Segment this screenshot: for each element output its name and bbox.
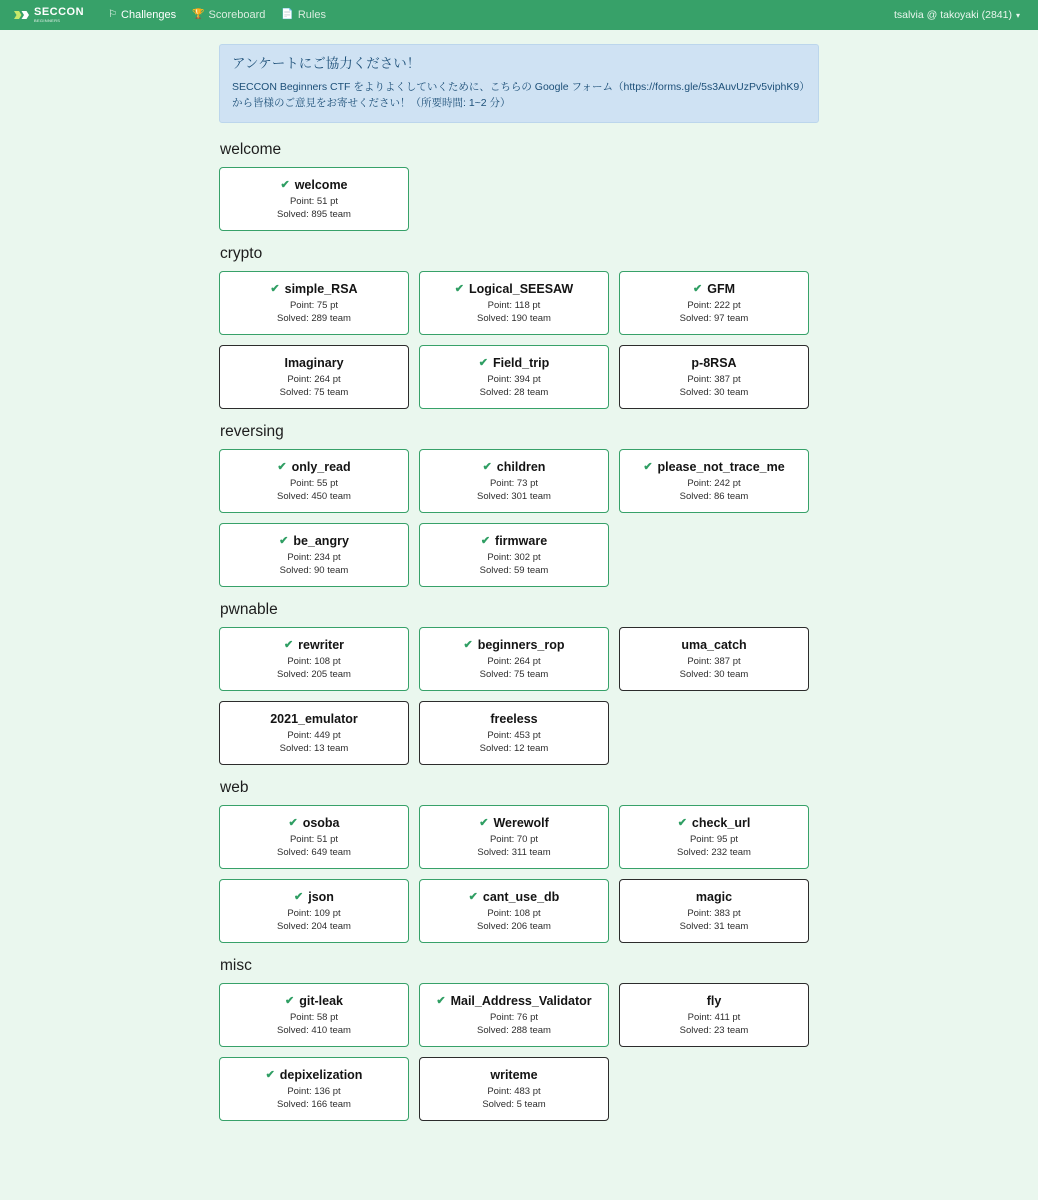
challenge-card[interactable] xyxy=(419,449,609,513)
challenge-name: simple_RSA xyxy=(284,281,358,296)
challenge-solved-count: Solved: 30 team xyxy=(679,387,749,399)
challenge-solved-count: Solved: 206 team xyxy=(477,921,551,933)
challenge-card[interactable] xyxy=(619,805,809,869)
challenge-solved-count: Solved: 190 team xyxy=(477,313,551,325)
challenge-solved-count: Solved: 232 team xyxy=(677,847,751,859)
challenge-card[interactable] xyxy=(219,523,409,587)
challenge-solved-count: Solved: 97 team xyxy=(679,313,749,325)
challenge-name: 2021_emulator xyxy=(270,711,358,726)
challenge-points: Point: 118 pt xyxy=(487,299,541,311)
challenge-name: uma_catch xyxy=(681,637,747,652)
challenge-title xyxy=(270,712,358,727)
user-menu[interactable] xyxy=(894,9,1024,21)
challenge-name: Werewolf xyxy=(493,815,549,830)
challenge-points: Point: 449 pt xyxy=(287,729,341,741)
challenge-card[interactable] xyxy=(219,449,409,513)
challenge-title xyxy=(284,356,343,371)
challenge-card[interactable] xyxy=(219,983,409,1047)
challenge-title xyxy=(479,816,549,831)
category-grid-misc xyxy=(219,983,819,1121)
challenge-name: fly xyxy=(706,993,722,1008)
survey-alert-title: アンケートにご協力ください！ xyxy=(232,56,421,71)
challenge-name: GFM xyxy=(707,281,735,296)
challenge-card[interactable] xyxy=(419,523,609,587)
challenge-solved-count: Solved: 12 team xyxy=(479,743,549,755)
challenge-title xyxy=(469,890,560,905)
check-icon: ✔ xyxy=(288,816,298,829)
challenge-card[interactable] xyxy=(419,701,609,765)
challenge-name: cant_use_db xyxy=(482,889,560,904)
check-icon: ✔ xyxy=(283,638,294,651)
category-grid-pwnable xyxy=(219,627,819,765)
challenge-card[interactable] xyxy=(419,879,609,943)
check-icon: ✔ xyxy=(463,638,473,651)
brand-title: SECCON xyxy=(34,6,85,18)
challenge-name: Mail_Address_Validator xyxy=(450,993,592,1008)
category-grid-crypto xyxy=(219,271,819,409)
challenge-card[interactable] xyxy=(619,449,809,513)
survey-form-link[interactable]: https://forms.gle/5s3AuvUzPv5viphK9 xyxy=(623,80,800,93)
challenge-name: check_url xyxy=(691,815,751,830)
challenge-title xyxy=(691,356,736,371)
challenge-points: Point: 242 pt xyxy=(687,477,741,489)
challenge-card[interactable] xyxy=(219,271,409,335)
nav-link-rules[interactable] xyxy=(281,9,326,21)
challenge-solved-count: Solved: 23 team xyxy=(679,1025,749,1037)
challenge-title xyxy=(277,460,350,475)
category-title-web: web xyxy=(220,779,249,797)
challenge-title xyxy=(483,460,546,475)
flag-icon: ⚐ xyxy=(108,9,118,20)
challenge-title xyxy=(490,712,537,727)
challenge-points: Point: 108 pt xyxy=(287,655,341,667)
category-title-welcome: welcome xyxy=(220,141,282,159)
challenge-name: only_read xyxy=(291,459,351,474)
challenge-categories xyxy=(219,141,819,1121)
challenge-title xyxy=(696,890,732,905)
challenge-points: Point: 58 pt xyxy=(289,1011,339,1023)
challenge-solved-count: Solved: 90 team xyxy=(279,565,349,577)
challenge-card[interactable] xyxy=(219,345,409,409)
content-container xyxy=(219,30,819,1121)
challenge-solved-count: Solved: 166 team xyxy=(277,1099,351,1111)
seccon-logo-icon xyxy=(14,9,29,22)
challenge-points: Point: 264 pt xyxy=(487,655,541,667)
challenge-title xyxy=(436,994,591,1009)
challenge-title xyxy=(455,282,573,297)
challenge-card[interactable] xyxy=(619,627,809,691)
challenge-title xyxy=(678,816,751,831)
challenge-card[interactable] xyxy=(419,627,609,691)
nav-link-scoreboard[interactable] xyxy=(192,9,265,21)
challenge-points: Point: 483 pt xyxy=(487,1085,541,1097)
challenge-title xyxy=(463,638,564,653)
challenge-title xyxy=(707,994,722,1009)
challenge-solved-count: Solved: 86 team xyxy=(679,491,749,503)
survey-alert xyxy=(219,44,819,123)
check-icon: ✔ xyxy=(265,1068,275,1081)
category-title-misc: misc xyxy=(220,957,252,975)
check-icon: ✔ xyxy=(279,534,289,547)
check-icon: ✔ xyxy=(480,534,491,547)
category-grid-web xyxy=(219,805,819,943)
challenge-points: Point: 387 pt xyxy=(687,373,741,385)
challenge-title xyxy=(693,282,735,297)
challenge-solved-count: Solved: 31 team xyxy=(679,921,749,933)
document-icon: 📄 xyxy=(281,9,294,20)
challenge-solved-count: Solved: 288 team xyxy=(477,1025,551,1037)
challenge-points: Point: 234 pt xyxy=(287,551,341,563)
challenge-card[interactable] xyxy=(219,879,409,943)
challenge-name: freeless xyxy=(490,711,538,726)
challenge-points: Point: 76 pt xyxy=(489,1011,539,1023)
challenge-name: magic xyxy=(695,889,733,904)
challenge-title xyxy=(490,1068,537,1083)
challenge-card[interactable] xyxy=(419,1057,609,1121)
challenge-title xyxy=(643,460,784,475)
challenge-solved-count: Solved: 289 team xyxy=(277,313,351,325)
challenge-card[interactable] xyxy=(619,879,809,943)
top-navbar xyxy=(0,0,1038,30)
user-menu-label: tsalvia @ takoyaki (2841) xyxy=(893,9,1012,21)
challenge-card[interactable] xyxy=(619,271,809,335)
challenge-title xyxy=(479,356,549,371)
check-icon: ✔ xyxy=(277,460,287,473)
challenge-solved-count: Solved: 204 team xyxy=(277,921,351,933)
check-icon: ✔ xyxy=(482,460,492,473)
challenge-points: Point: 394 pt xyxy=(487,373,541,385)
challenge-name: Logical_SEESAW xyxy=(469,281,574,296)
challenge-name: welcome xyxy=(294,177,348,192)
challenge-name: writeme xyxy=(490,1067,538,1082)
survey-alert-text-2: ）から皆様のご意見をお寄せください！（所要時間: 1~2 分） xyxy=(232,80,805,109)
challenge-solved-count: Solved: 649 team xyxy=(277,847,351,859)
challenge-solved-count: Solved: 410 team xyxy=(277,1025,351,1037)
check-icon: ✔ xyxy=(294,890,304,903)
challenge-card[interactable] xyxy=(419,345,609,409)
category-title-reversing: reversing xyxy=(220,423,284,441)
nav-link-scoreboard-label: Scoreboard xyxy=(208,9,266,21)
challenge-title xyxy=(481,534,547,549)
chevron-down-icon: ▾ xyxy=(1015,10,1020,20)
challenge-solved-count: Solved: 895 team xyxy=(277,209,351,221)
challenge-name: Imaginary xyxy=(284,355,344,370)
challenge-points: Point: 222 pt xyxy=(687,299,741,311)
challenge-solved-count: Solved: 5 team xyxy=(482,1099,546,1111)
category-grid-welcome xyxy=(219,167,819,231)
check-icon: ✔ xyxy=(479,816,489,829)
challenge-title xyxy=(280,178,347,193)
challenge-points: Point: 95 pt xyxy=(689,833,739,845)
challenge-solved-count: Solved: 28 team xyxy=(479,387,549,399)
category-grid-reversing xyxy=(219,449,819,587)
page-body xyxy=(0,30,1038,1161)
challenge-name: Field_trip xyxy=(492,355,550,370)
challenge-name: json xyxy=(308,889,334,904)
challenge-name: depixelization xyxy=(279,1067,363,1082)
challenge-solved-count: Solved: 59 team xyxy=(479,565,549,577)
challenge-card[interactable] xyxy=(219,701,409,765)
challenge-points: Point: 136 pt xyxy=(287,1085,341,1097)
challenge-points: Point: 387 pt xyxy=(687,655,741,667)
challenge-solved-count: Solved: 13 team xyxy=(279,743,349,755)
survey-alert-body xyxy=(232,79,806,112)
challenge-points: Point: 55 pt xyxy=(289,477,339,489)
challenge-card[interactable] xyxy=(219,627,409,691)
challenge-card[interactable] xyxy=(619,983,809,1047)
challenge-solved-count: Solved: 301 team xyxy=(477,491,551,503)
challenge-points: Point: 108 pt xyxy=(487,907,541,919)
nav-link-challenges[interactable] xyxy=(108,9,176,21)
challenge-points: Point: 75 pt xyxy=(289,299,339,311)
challenge-card[interactable] xyxy=(219,167,409,231)
challenge-title xyxy=(279,534,349,549)
challenge-title xyxy=(284,638,344,653)
challenge-points: Point: 51 pt xyxy=(289,833,339,845)
challenge-points: Point: 264 pt xyxy=(287,373,341,385)
check-icon: ✔ xyxy=(677,816,687,829)
check-icon: ✔ xyxy=(436,994,446,1007)
category-title-pwnable: pwnable xyxy=(220,601,278,619)
challenge-title xyxy=(266,1068,363,1083)
brand-subtitle: BEGINNERS xyxy=(34,18,61,23)
challenge-points: Point: 453 pt xyxy=(487,729,541,741)
challenge-solved-count: Solved: 30 team xyxy=(679,669,749,681)
challenge-points: Point: 109 pt xyxy=(287,907,341,919)
check-icon: ✔ xyxy=(280,178,290,191)
challenge-name: p-8RSA xyxy=(691,355,737,370)
check-icon: ✔ xyxy=(693,282,703,295)
challenge-card[interactable] xyxy=(219,1057,409,1121)
survey-alert-text-1: SECCON Beginners CTF をよりよくしていくために、こちらの Google フォーム（ xyxy=(232,80,624,93)
challenge-title xyxy=(285,994,343,1009)
challenge-points: Point: 51 pt xyxy=(289,195,339,207)
nav-link-rules-label: Rules xyxy=(297,9,326,21)
challenge-name: be_angry xyxy=(293,533,349,548)
challenge-title xyxy=(294,890,334,905)
check-icon: ✔ xyxy=(285,994,295,1007)
category-title-crypto: crypto xyxy=(220,245,263,263)
check-icon: ✔ xyxy=(478,356,488,369)
trophy-icon: 🏆 xyxy=(192,9,205,20)
challenge-card[interactable] xyxy=(219,805,409,869)
challenge-solved-count: Solved: 450 team xyxy=(277,491,351,503)
challenge-points: Point: 411 pt xyxy=(687,1011,741,1023)
challenge-name: rewriter xyxy=(298,637,345,652)
check-icon: ✔ xyxy=(270,282,280,295)
challenge-solved-count: Solved: 205 team xyxy=(277,669,351,681)
challenge-name: children xyxy=(496,459,546,474)
challenge-solved-count: Solved: 311 team xyxy=(477,847,551,859)
challenge-solved-count: Solved: 75 team xyxy=(479,669,549,681)
challenge-solved-count: Solved: 75 team xyxy=(279,387,349,399)
challenge-title xyxy=(681,638,746,653)
challenge-name: git-leak xyxy=(299,993,343,1008)
challenge-card[interactable] xyxy=(619,345,809,409)
challenge-points: Point: 73 pt xyxy=(489,477,539,489)
brand-logo[interactable] xyxy=(14,7,84,23)
challenge-title xyxy=(270,282,357,297)
check-icon: ✔ xyxy=(468,890,478,903)
challenge-points: Point: 302 pt xyxy=(487,551,541,563)
challenge-name: beginners_rop xyxy=(477,637,565,652)
challenge-name: firmware xyxy=(495,533,548,548)
challenge-card[interactable] xyxy=(419,805,609,869)
check-icon: ✔ xyxy=(454,282,464,295)
nav-links xyxy=(108,9,326,21)
challenge-name: please_not_trace_me xyxy=(657,459,785,474)
nav-link-challenges-label: Challenges xyxy=(121,9,177,21)
challenge-card[interactable] xyxy=(419,271,609,335)
challenge-card[interactable] xyxy=(419,983,609,1047)
challenge-title xyxy=(288,816,339,831)
challenge-points: Point: 70 pt xyxy=(489,833,539,845)
challenge-name: osoba xyxy=(302,815,340,830)
challenge-points: Point: 383 pt xyxy=(687,907,741,919)
check-icon: ✔ xyxy=(643,460,653,473)
